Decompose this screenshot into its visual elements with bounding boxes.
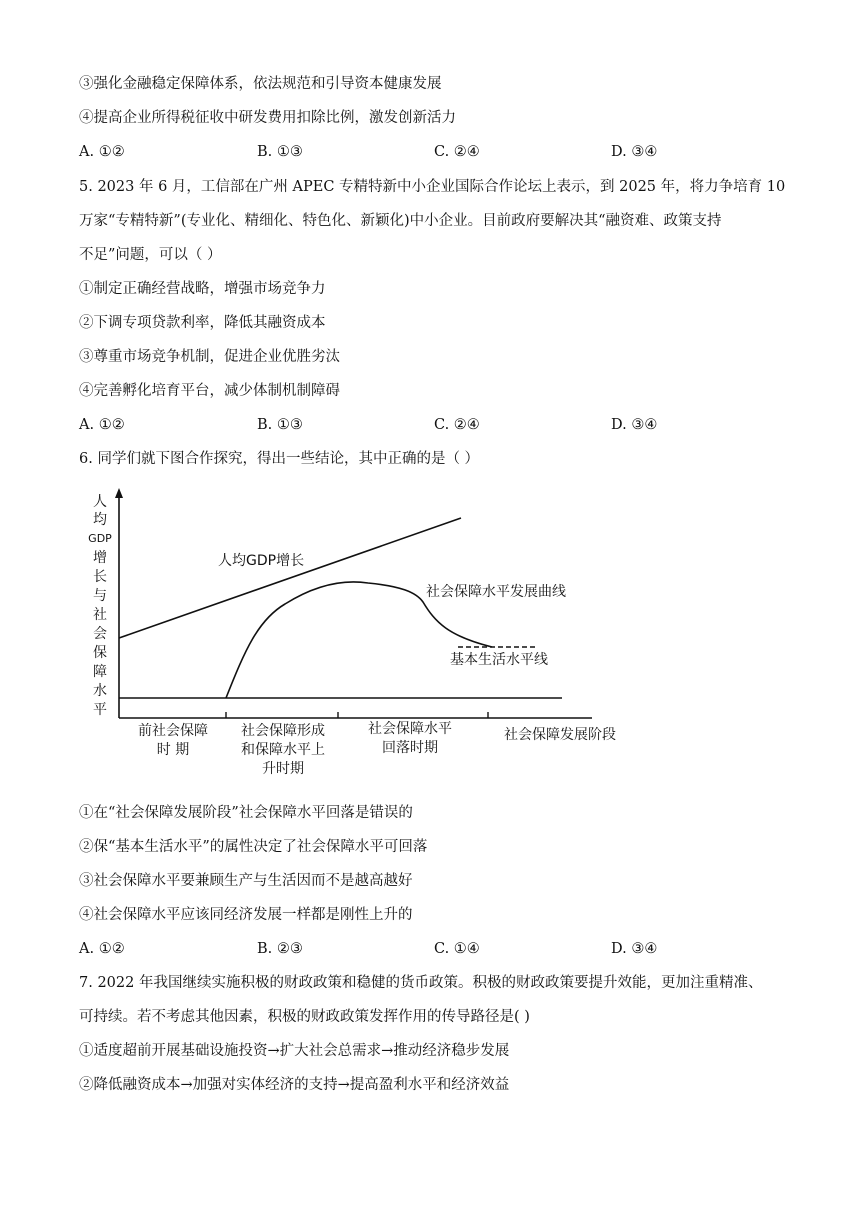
q6-item-3: ③社会保障水平要兼顾生产与生活因而不是越高越好 xyxy=(79,873,413,889)
q6-option-b: B. ②③ xyxy=(257,941,303,957)
q5-item-2: ②下调专项贷款利率，降低其融资成本 xyxy=(79,315,326,331)
q4-option-b: B. ①③ xyxy=(257,144,303,160)
q4-options xyxy=(79,142,799,162)
x-axis-label: 社会保障发展阶段 xyxy=(504,727,616,743)
social-security-curve-label: 社会保障水平发展曲线 xyxy=(426,584,566,600)
q7-item-2: ②降低融资成本→加强对实体经济的支持→提高盈利水平和经济效益 xyxy=(79,1077,510,1093)
q5-options xyxy=(79,415,799,435)
q6-item-2: ②保“基本生活水平”的属性决定了社会保障水平可回落 xyxy=(79,839,428,855)
q5-item-3: ③尊重市场竞争机制，促进企业优胜劣汰 xyxy=(79,349,340,365)
y-label-char: 与 xyxy=(93,588,107,604)
q4-option-d: D. ③④ xyxy=(611,144,658,160)
q6-stem: 6. 同学们就下图合作探究，得出一些结论，其中正确的是（ ） xyxy=(79,451,480,467)
y-axis-label xyxy=(88,494,112,718)
y-label-char: 增 xyxy=(93,550,107,566)
social-security-chart xyxy=(80,480,616,780)
q5-option-d: D. ③④ xyxy=(611,417,658,433)
q7-stem-line-2: 可持续。若不考虑其他因素，积极的财政政策发挥作用的传导路径是( ) xyxy=(79,1009,530,1025)
stage-1-line-1: 前社会保障 xyxy=(138,723,208,739)
y-label-char: 会 xyxy=(93,626,107,642)
stage-1-line-2: 时 期 xyxy=(156,742,190,758)
q7-item-1: ①适度超前开展基础设施投资→扩大社会总需求→推动经济稳步发展 xyxy=(79,1043,510,1059)
y-label-char: 均 xyxy=(93,512,107,528)
y-label-char: 保 xyxy=(93,645,107,661)
y-label-char: 长 xyxy=(93,569,107,585)
stage-3-line-2: 回落时期 xyxy=(382,740,438,756)
q4-item-3: ③强化金融稳定保障体系，依法规范和引导资本健康发展 xyxy=(79,76,442,92)
y-label-char: 水 xyxy=(93,683,107,699)
q5-item-4: ④完善孵化培育平台，减少体制机制障碍 xyxy=(79,383,340,399)
q6-item-1: ①在“社会保障发展阶段”社会保障水平回落是错误的 xyxy=(79,805,413,821)
q5-stem-line-2: 万家“专精特新”(专业化、精细化、特色化、新颖化)中小企业。目前政府要解决其“融资难、政策支持 xyxy=(79,213,722,229)
y-label-char: 社 xyxy=(93,607,107,623)
y-label-char: 障 xyxy=(93,664,107,680)
gdp-growth-line xyxy=(119,518,461,638)
q7-stem-line-1: 7. 2022 年我国继续实施积极的财政政策和稳健的货币政策。积极的财政政策要提升效能，更加注重精准、 xyxy=(79,975,763,991)
q5-stem-line-3: 不足”问题，可以（ ） xyxy=(79,247,222,263)
y-label-char: 平 xyxy=(93,702,107,718)
stage-2-line-3: 升时期 xyxy=(262,761,304,777)
q6-option-d: D. ③④ xyxy=(611,941,658,957)
basic-living-label: 基本生活水平线 xyxy=(450,652,548,668)
q5-item-1: ①制定正确经营战略，增强市场竞争力 xyxy=(79,281,326,297)
q5-option-c: C. ②④ xyxy=(434,417,480,433)
q4-option-c: C. ②④ xyxy=(434,144,480,160)
stage-3-line-1: 社会保障水平 xyxy=(368,721,452,737)
q5-option-a: A. ①② xyxy=(79,417,125,433)
q5-stem-line-1: 5. 2023 年 6 月，工信部在广州 APEC 专精特新中小企业国际合作论坛上表示，到 2025 年，将力争培育 10 xyxy=(79,179,786,195)
stage-2-line-2: 和保障水平上 xyxy=(241,742,325,758)
q6-option-c: C. ①④ xyxy=(434,941,480,957)
y-axis-arrow xyxy=(115,488,123,498)
q6-options xyxy=(79,939,799,959)
y-label-char: GDP xyxy=(88,532,112,545)
q5-option-b: B. ①③ xyxy=(257,417,303,433)
gdp-growth-label: 人均GDP增长 xyxy=(218,553,305,569)
stage-2-line-1: 社会保障形成 xyxy=(241,723,325,739)
q6-item-4: ④社会保障水平应该同经济发展一样都是刚性上升的 xyxy=(79,907,413,923)
q6-option-a: A. ①② xyxy=(79,941,125,957)
y-label-char: 人 xyxy=(93,494,107,510)
q4-item-4: ④提高企业所得税征收中研发费用扣除比例，激发创新活力 xyxy=(79,110,456,126)
q4-option-a: A. ①② xyxy=(79,144,125,160)
